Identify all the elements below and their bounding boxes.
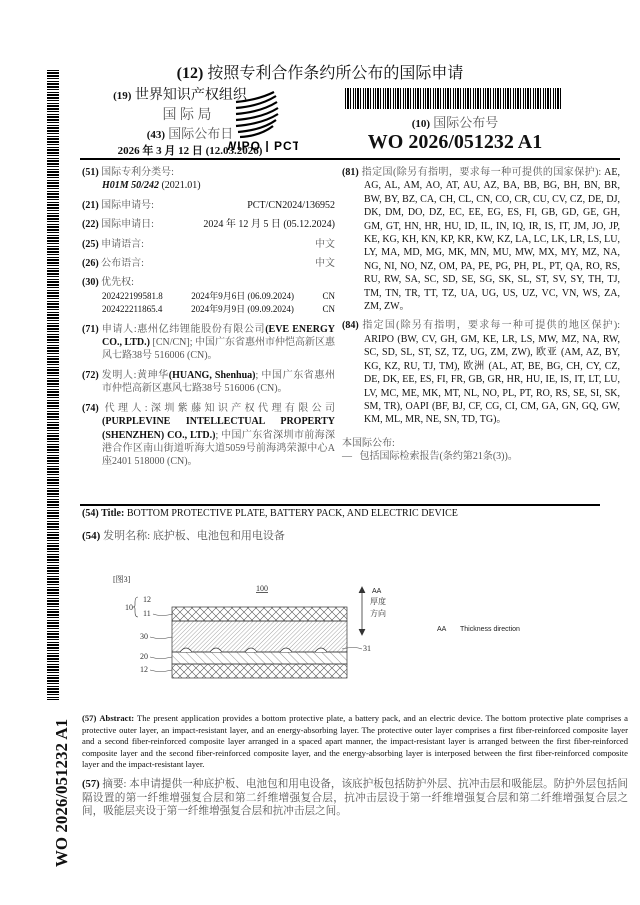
document-type: (12) 按照专利合作条约所公布的国际申请	[176, 65, 464, 82]
brace-10	[133, 597, 138, 617]
ref-31: 31	[363, 644, 371, 653]
ref-10: 10	[125, 603, 133, 612]
layer-11	[172, 607, 347, 621]
arrow-label-cn-2: 方向	[370, 609, 386, 618]
layer-stack	[172, 607, 347, 678]
publication-number: (10) 国际公布号 WO 2026/051232 A1	[367, 115, 543, 153]
designated-states-regional: (84) 指定国(除另有指明，要求每一种可提供的地区保护): ARIPO (BW, CV, GH, GM, KE, LR, LS, MW, MZ, NA, RW, SC, SD, SL, ST, SZ, TZ, UG, ZM, ZW), 欧亚 (AM, AZ, BY, KG, KZ, RU, TJ, TM), 欧洲 (AL, AT, BE, BG, CH, CY, CZ, DE, DK, EE, ES, FI, FR, GB, GR, HR, HU, IE, IS, IT, LT, LU, LV, MC, ME, MK, MT, NL, NO, PL, PT, RO, RS, SE, SI, SK, SM, TR), OAPI (BF, BJ, CF, CG, CI, CM, GA, GN, GQ, GW, KM, ML, MR, NE, SN, TD, TG)。	[342, 320, 620, 426]
ref-30: 30	[140, 632, 148, 641]
wipo-globe-icon	[228, 82, 298, 152]
filing-language-field: (25) 申请语言: 中文	[82, 238, 335, 250]
title-cn: (54) 发明名称: 底护板、电池包和用电设备	[82, 530, 285, 542]
published-with: 本国际公布: — 包括国际检索报告(条约第21条(3))。	[342, 437, 518, 463]
wipo-logo	[228, 82, 298, 152]
ref-12-top: 12	[143, 595, 151, 604]
priority-row: 202422199581.8 2024年9月6日 (06.09.2024) CN	[102, 290, 335, 301]
layer-30	[172, 621, 347, 652]
legend-key: AA	[437, 626, 447, 633]
publication-language-field: (26) 公布语言: 中文	[82, 258, 335, 270]
ref-12-bottom: 12	[140, 665, 148, 674]
logo-text: WIPO | PCT	[228, 139, 298, 152]
layer-20	[172, 652, 347, 664]
ipc-field: (51) 国际专利分类号: H01M 50/242 (2021.01)	[82, 167, 201, 192]
title-divider	[80, 504, 600, 506]
designated-states-national: (81) 指定国(除另有指明，要求每一种可提供的国家保护): AE, AG, AL, AM, AO, AT, AU, AZ, BA, BB, BG, BH, BN, BR, BW, BY, BZ, CA, CH, CL, CN, CO, CR, CU, CV, CZ, DE, DJ, DK, DM, DO, DZ, EC, EE, EG, ES, FI, GB, GD, GE, GH, GM, GT, HN, HR, HU, ID, IL, IN, IQ, IR, IS, IT, JM, JO, JP, KE, KG, KH, KN, KP, KR, KW, KZ, LA, LC, LK, LR, LS, LU, LY, MA, MD, MG, MK, MN, MU, MW, MX, MY, MZ, NA, NG, NI, NO, NZ, OM, PA, PE, PG, PH, PL, PT, QA, RO, RS, RU, RW, SA, SC, SD, SE, SG, SK, SL, ST, SV, SY, TH, TJ, TM, TN, TR, TT, TZ, UA, UG, US, UZ, VC, VN, WS, ZA, ZM, ZW。	[342, 167, 621, 313]
side-publication-number: WO 2026/051232 A1	[52, 718, 71, 868]
application-number-field: (21) 国际申请号: PCT/CN2024/136952	[82, 199, 335, 211]
thickness-arrow	[359, 587, 365, 635]
application-date-field: (22) 国际申请日: 2024 年 12 月 5 日 (05.12.2024)	[82, 219, 335, 231]
issuing-organization: (19) 世界知识产权组织 国 际 局	[113, 88, 247, 123]
applicant-field: (71) 申请人:惠州亿纬锂能股份有限公司(EVE ENERGY CO., LTD.) [CN/CN]; 中国广东省惠州市仲恺高新区惠风七路38号 516006 (CN)。	[82, 323, 336, 362]
ref-100: 100	[256, 584, 268, 593]
header-divider	[80, 158, 620, 160]
ref-20: 20	[140, 652, 148, 661]
priority-field: (30) 优先权: 202422199581.8 2024年9月6日 (06.09.2024) CN 202422211865.4 2024年9月9日 (09.09.2024) CN	[82, 276, 335, 316]
bibliographic-right	[342, 166, 620, 464]
side-barcode	[47, 70, 59, 700]
inventor-field: (72) 发明人:黄珅华(HUANG, Shenhua); 中国广东省惠州市仲恺高新区惠风七路38号 516006 (CN)。	[82, 369, 336, 395]
agent-field: (74) 代理人:深圳紫藤知识产权代理有限公司(PURPLEVINE INTELLECTUAL PROPERTY (SHENZHEN) CO., LTD.); 中国广东省深圳市前海深港合作区南山街道听海大道5059号前海鸿荣源中心A座2401 518000 (CN)。	[82, 402, 336, 468]
figure-3	[0, 560, 640, 690]
abstract-cn: (57) 摘要: 本申请提供一种底护板、电池包和用电设备，该底护板包括防护外层、抗冲击层和吸能层。防护外层包括间隔设置的第一纤维增强复合层和第二纤维增强复合层，抗冲击层设于第一纤维增强复合层和第二纤维增强复合层之间，吸能层夹设于第一纤维增强复合层和抗冲击层之间。	[82, 779, 628, 817]
legend-value: Thickness direction	[460, 626, 520, 633]
priority-row: 202422211865.4 2024年9月9日 (09.09.2024) CN	[102, 304, 335, 315]
barcode	[345, 88, 562, 109]
layer-12	[172, 664, 347, 678]
arrow-label-cn-1: 厚度	[370, 597, 386, 606]
publication-date: (43) 国际公布日 2026 年 3 月 12 日 (12.03.2026)	[117, 126, 263, 157]
ref-11: 11	[143, 609, 151, 618]
abstract-en: (57) Abstract: The present application provides a bottom protective plate, a battery pack, and an electric device. The bottom protective plate comprises a protective outer layer, an impact-resistant layer, and an energy-absorbing layer. The protective outer layer comprises a first fiber-reinforced composite layer and a second fiber-reinforced composite layer arranged in a spaced apart manner, the impact-resistant layer is arranged between the first fiber-reinforced composite layer and the second fiber-reinforced composite layer, and the energy-absorbing layer is interposed between the first fiber-reinforced composite layer and the impact-resistant layer.	[82, 713, 628, 769]
figure-caption: [图3]	[113, 575, 131, 584]
bibliographic-left	[82, 166, 335, 475]
title-en: (54) Title: BOTTOM PROTECTIVE PLATE, BATTERY PACK, AND ELECTRIC DEVICE	[82, 508, 458, 519]
arrow-label: AA	[372, 588, 382, 595]
